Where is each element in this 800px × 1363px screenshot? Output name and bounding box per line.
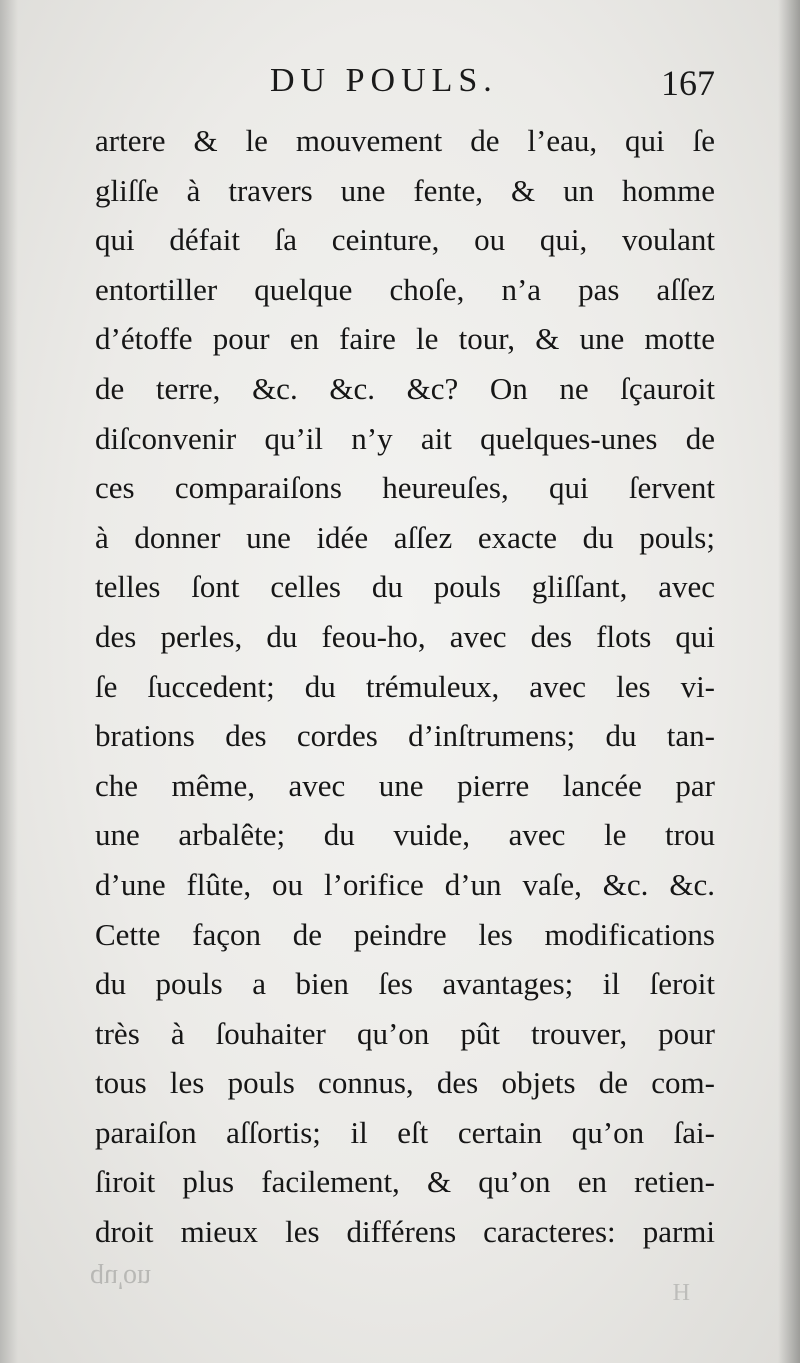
page-number: 167 [661, 63, 715, 103]
text-line: d’une flûte, ou l’orifice d’un vaſe, &c. &c. [95, 866, 715, 902]
text-line: ces comparaiſons heureuſes, qui ſervent [95, 470, 715, 506]
text-line: telles ſont celles du pouls gliſſant, avec [95, 569, 715, 605]
text-line: qui défait ſa ceinture, ou qui, voulant [95, 222, 715, 258]
text-line: ſe ſuccedent; du trémuleux, avec les vi- [95, 668, 715, 704]
text-line: du pouls a bien ſes avantages; il ſeroit [95, 966, 715, 1002]
text-line: à donner une idée aſſez exacte du pouls; [95, 519, 715, 555]
text-line: de terre, &c. &c. &c? On ne ſçauroit [95, 370, 715, 406]
text-line: entortiller quelque choſe, n’a pas aſſez [95, 271, 715, 307]
page-edge-right [778, 0, 800, 1363]
text-line: che même, avec une pierre lancée par [95, 767, 715, 803]
text-line: une arbalête; du vuide, avec le trou [95, 817, 715, 853]
text-line: tous les pouls connus, des objets de com- [95, 1065, 715, 1101]
page-header [90, 62, 715, 112]
text-line: artere & le mouvement de l’eau, qui ſe [95, 123, 715, 158]
text-line: gliſſe à travers une fente, & un homme [95, 172, 715, 208]
text-line: ſiroit plus facilement, & qu’on en retien- [95, 1164, 715, 1200]
text-line: d’étoffe pour en faire le tour, & une motte [95, 321, 715, 357]
bleed-through-text: qu'on [90, 1263, 152, 1294]
body-text [95, 116, 715, 1257]
text-line: droit mieux les différens caracteres: parmi [95, 1214, 715, 1250]
text-line: très à ſouhaiter qu’on pût trouver, pour [95, 1015, 715, 1051]
text-line: des perles, du feou-ho, avec des flots qui [95, 618, 715, 654]
bleed-through-mark: H [672, 1280, 690, 1306]
text-line: Cette façon de peindre les modifications [95, 916, 715, 952]
text-line: diſconvenir qu’il n’y ait quelques-unes de [95, 420, 715, 456]
page-edge-left [0, 0, 18, 1363]
running-head: DU POULS. [270, 62, 498, 99]
text-line: brations des cordes d’inſtrumens; du tan- [95, 718, 715, 754]
text-line: paraiſon aſſortis; il eſt certain qu’on ſai- [95, 1114, 715, 1150]
